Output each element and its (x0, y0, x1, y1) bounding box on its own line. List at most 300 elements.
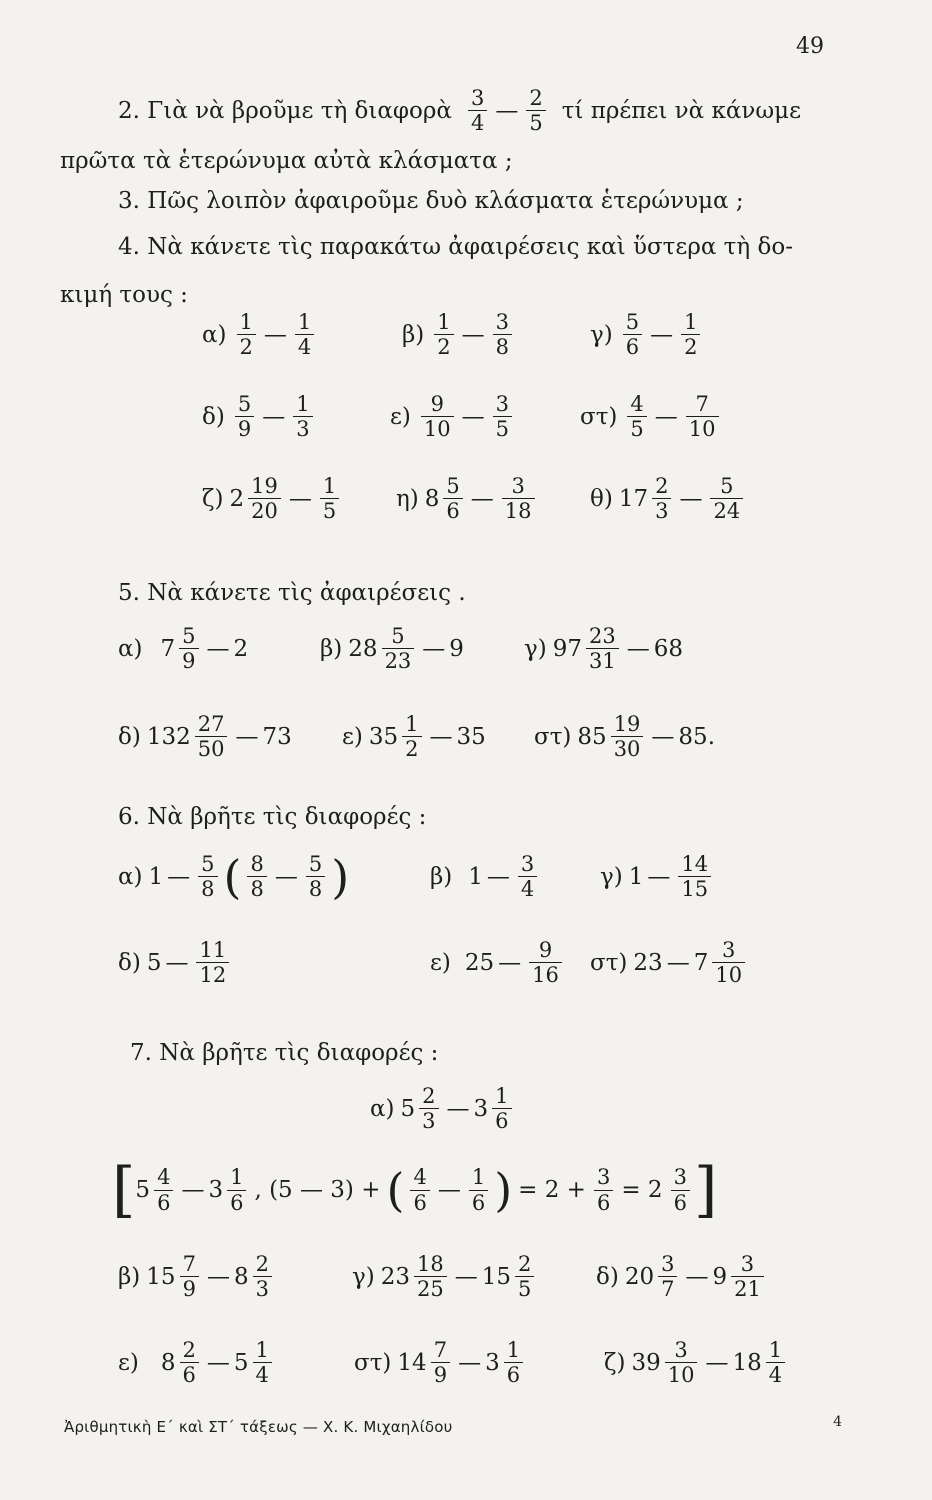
fraction (611, 712, 644, 761)
q5-item-c (524, 624, 683, 673)
item-label: στ) (590, 949, 628, 976)
number: 20 (624, 1263, 655, 1290)
fraction (504, 1338, 523, 1387)
number: 39 (631, 1349, 661, 1376)
q4-item-e (390, 392, 516, 441)
q6-item-d (118, 938, 233, 987)
number: 35 (456, 723, 486, 750)
operator: — (206, 1263, 230, 1290)
numerator: 7 (182, 1252, 196, 1276)
operator: — (461, 321, 485, 348)
close-paren: ) (331, 849, 350, 904)
numerator: 1 (230, 1165, 244, 1190)
denominator: 6 (504, 1362, 523, 1387)
footer-credit: Ἀριθμητικὴ Ε΄ καὶ ΣΤ΄ τάξεως — Χ. Κ. Μιχαηλίδου (64, 1418, 453, 1436)
number: 5 (233, 1349, 249, 1376)
operator: — (679, 485, 703, 512)
q2-line1 (118, 86, 801, 135)
operator: — (206, 635, 230, 662)
page-number: 49 (796, 34, 824, 59)
q7-item-c (352, 1252, 538, 1301)
q6-item-e (430, 938, 566, 987)
number: 18 (732, 1349, 762, 1376)
item-label: γ) (352, 1263, 375, 1290)
minus: — (495, 97, 519, 124)
denominator: 3 (293, 416, 312, 441)
denominator: 10 (686, 416, 719, 441)
fraction (710, 474, 743, 523)
numerator: 2 (255, 1252, 269, 1276)
denominator: 5 (627, 416, 646, 441)
operator: — (446, 1095, 470, 1122)
q2-line2: πρῶτα τὰ ἑτερώνυμα αὐτὰ κλάσματα ; (60, 148, 513, 174)
denominator: 2 (681, 334, 700, 359)
q4-item-b (402, 310, 516, 359)
numerator: 1 (768, 1338, 783, 1362)
numerator: 3 (661, 1252, 675, 1276)
number: 1 (148, 863, 164, 890)
q2-text-after: τί πρέπει νὰ κάνωμε (561, 97, 802, 124)
fraction (665, 1338, 698, 1387)
number: 68 (653, 635, 684, 662)
fraction (179, 624, 198, 673)
denominator: 6 (443, 498, 462, 523)
fraction (594, 1165, 613, 1214)
operator: — (454, 1263, 478, 1290)
item-label: α) (370, 1095, 395, 1122)
fraction (180, 1252, 199, 1301)
q4-item-h (396, 474, 539, 523)
number: 15 (481, 1263, 512, 1290)
item-label: δ) (118, 723, 141, 750)
number: 5 (400, 1095, 416, 1122)
q6-item-b (430, 852, 541, 901)
number: 23 (633, 949, 663, 976)
number: 7 (160, 635, 176, 662)
denominator: 10 (665, 1362, 698, 1387)
operator: — (167, 863, 191, 890)
item-label: γ) (600, 863, 623, 890)
number: 3 (485, 1349, 500, 1376)
fraction (414, 1252, 447, 1301)
number: 132 (146, 723, 191, 750)
fraction (658, 1252, 677, 1301)
number: ) (494, 1163, 513, 1217)
numerator: 1 (239, 310, 253, 334)
numerator: 8 (250, 852, 264, 876)
item-label: α) (202, 321, 227, 348)
numerator: 9 (430, 392, 444, 416)
denominator: 6 (227, 1190, 246, 1215)
denominator: 8 (493, 334, 512, 359)
operator: — (429, 723, 453, 750)
item-label: στ) (580, 403, 618, 430)
denominator: 31 (586, 648, 619, 673)
operator: — (685, 1263, 709, 1290)
number: 9 (449, 635, 464, 662)
q6-title: 6. Νὰ βρῆτε τὶς διαφορές : (118, 804, 427, 830)
numerator: 7 (695, 392, 709, 416)
fraction (196, 938, 229, 987)
q6-item-a (118, 849, 351, 904)
item-label: α) (118, 863, 143, 890)
q2-text: 2. Γιὰ νὰ βροῦμε τὴ διαφορὰ (118, 97, 452, 124)
fraction (526, 86, 545, 135)
numerator: 5 (182, 624, 196, 648)
q7-item-z (604, 1338, 789, 1387)
denominator: 16 (529, 962, 562, 987)
numerator: 2 (182, 1338, 196, 1362)
operator: — (274, 863, 298, 890)
q7-worked-solution (112, 1155, 718, 1225)
number: 2 (229, 485, 245, 512)
operator: — (262, 403, 286, 430)
denominator: 6 (410, 1190, 429, 1215)
numerator: 3 (673, 1165, 687, 1190)
number: 5 (146, 949, 162, 976)
denominator: 9 (180, 1276, 199, 1301)
q5-item-a (118, 624, 248, 673)
item-label: στ) (534, 723, 572, 750)
fraction (320, 474, 339, 523)
numerator: 9 (538, 938, 553, 962)
q4-item-d (202, 392, 317, 441)
operator: — (666, 949, 690, 976)
operator: = 2 (621, 1177, 663, 1203)
denominator: 8 (247, 876, 266, 901)
item-label: β) (320, 635, 343, 662)
denominator: 10 (421, 416, 454, 441)
fraction (678, 852, 711, 901)
denominator: 30 (611, 736, 644, 761)
numerator: 23 (589, 624, 616, 648)
number: ( (386, 1163, 405, 1217)
number: 1 (468, 863, 483, 890)
denominator: 18 (502, 498, 535, 523)
numerator: 7 (433, 1338, 448, 1362)
numerator: 14 (681, 852, 709, 876)
operator: — (206, 1349, 230, 1376)
item-label: β) (402, 321, 425, 348)
numerator: 3 (520, 852, 535, 876)
numerator: 1 (255, 1338, 269, 1362)
numerator: 19 (613, 712, 641, 736)
denominator: 2 (434, 334, 453, 359)
denominator: 50 (195, 736, 228, 761)
numerator: 4 (413, 1165, 427, 1190)
numerator: 1 (296, 392, 310, 416)
q6-item-st (590, 938, 749, 987)
denominator: 6 (594, 1190, 613, 1215)
item-label: ε) (118, 1349, 139, 1376)
fraction (247, 852, 266, 901)
numerator: 5 (308, 852, 323, 876)
numerator: 2 (655, 474, 669, 498)
fraction (681, 310, 700, 359)
fraction (293, 392, 312, 441)
item-label: γ) (590, 321, 613, 348)
open-bracket: [ (112, 1155, 136, 1225)
item-label: ζ) (202, 485, 224, 512)
operator: — (422, 635, 446, 662)
numerator: 1 (437, 310, 451, 334)
operator: — (437, 1177, 461, 1203)
operator: — (647, 863, 671, 890)
fraction (237, 310, 256, 359)
fraction (235, 392, 254, 441)
q4-item-th (590, 474, 747, 523)
operator: — (626, 635, 650, 662)
denominator: 6 (469, 1190, 488, 1215)
fraction (652, 474, 671, 523)
item-label: θ) (590, 485, 613, 512)
denominator: 9 (179, 648, 198, 673)
q7-item-e (118, 1338, 276, 1387)
denominator: 2 (402, 736, 421, 761)
fraction (434, 310, 453, 359)
denominator: 3 (652, 498, 671, 523)
denominator: 25 (414, 1276, 447, 1301)
item-label: ε) (342, 723, 363, 750)
numerator: 1 (297, 310, 312, 334)
fraction (468, 86, 487, 135)
q7-item-st (354, 1338, 527, 1387)
fraction (431, 1338, 450, 1387)
denominator: 6 (180, 1362, 199, 1387)
denominator: 5 (526, 110, 545, 135)
numerator: 1 (506, 1338, 521, 1362)
number: 23 (380, 1263, 411, 1290)
operator: , (5 — 3) + (254, 1177, 381, 1203)
operator: — (458, 1349, 482, 1376)
number: 14 (397, 1349, 427, 1376)
item-label: β) (430, 863, 453, 890)
number: 5 (135, 1177, 151, 1203)
number: 85. (678, 723, 715, 750)
fraction (180, 1338, 199, 1387)
numerator: 27 (197, 712, 225, 736)
number: 17 (618, 485, 649, 512)
q4-item-st (580, 392, 723, 441)
numerator: 3 (495, 392, 509, 416)
fraction (518, 852, 537, 901)
fraction (306, 852, 325, 901)
item-label: δ) (202, 403, 225, 430)
q7-title: 7. Νὰ βρῆτε τὶς διαφορές : (130, 1040, 439, 1066)
q6-item-c (600, 852, 715, 901)
fraction (766, 1338, 785, 1387)
item-label: ζ) (604, 1349, 626, 1376)
denominator: 3 (253, 1276, 272, 1301)
numerator: 19 (251, 474, 278, 498)
fraction (502, 474, 535, 523)
fraction (731, 1252, 764, 1301)
fraction (421, 392, 454, 441)
operator: — (461, 403, 485, 430)
numerator: 5 (201, 852, 215, 876)
numerator: 5 (446, 474, 460, 498)
q5-item-d (118, 712, 292, 761)
denominator: 20 (248, 498, 281, 523)
denominator: 6 (671, 1190, 690, 1215)
signature-mark: 4 (833, 1414, 842, 1430)
numerator: 1 (684, 310, 698, 334)
numerator: 4 (630, 392, 644, 416)
q5-item-st (534, 712, 715, 761)
numerator: 3 (511, 474, 525, 498)
numerator: 3 (596, 1165, 611, 1190)
operator: — (288, 485, 312, 512)
open-paren: ( (223, 849, 242, 904)
numerator: 1 (471, 1165, 486, 1190)
number: 8 (424, 485, 440, 512)
fraction (586, 624, 619, 673)
q7-item-b (118, 1252, 276, 1301)
operator: — (486, 863, 510, 890)
item-label: η) (396, 485, 419, 512)
denominator: 15 (678, 876, 711, 901)
denominator: 6 (623, 334, 642, 359)
denominator: 5 (493, 416, 512, 441)
item-label: ε) (430, 949, 451, 976)
operator: — (654, 403, 678, 430)
fraction (443, 474, 462, 523)
operator: — (263, 321, 287, 348)
fraction (253, 1338, 272, 1387)
fraction (154, 1165, 173, 1214)
numerator: 5 (237, 392, 252, 416)
number: 28 (348, 635, 378, 662)
numerator: 5 (720, 474, 734, 498)
numerator: 1 (405, 712, 419, 736)
fraction (671, 1165, 690, 1214)
denominator: 5 (515, 1276, 534, 1301)
item-label: δ) (596, 1263, 619, 1290)
fraction (382, 624, 415, 673)
numerator: 2 (422, 1084, 436, 1108)
number: 9 (712, 1263, 728, 1290)
number: 85 (577, 723, 607, 750)
fraction (253, 1252, 272, 1301)
item-label: δ) (118, 949, 141, 976)
denominator: 23 (382, 648, 415, 673)
operator: — (165, 949, 189, 976)
number: 3 (208, 1177, 224, 1203)
denominator: 4 (468, 110, 487, 135)
fraction (492, 1084, 511, 1133)
q5-item-e (342, 712, 486, 761)
q4-item-z (202, 474, 343, 523)
denominator: 10 (712, 962, 745, 987)
operator: — (650, 321, 674, 348)
operator: — (651, 723, 675, 750)
fraction (627, 392, 646, 441)
number: 25 (464, 949, 495, 976)
operator: — (235, 723, 259, 750)
denominator: 9 (431, 1362, 450, 1387)
q5-item-b (320, 624, 464, 673)
denominator: 6 (154, 1190, 173, 1215)
numerator: 11 (199, 938, 227, 962)
fraction (515, 1252, 534, 1301)
q3-text: 3. Πῶς λοιπὸν ἀφαιροῦμε δυὸ κλάσματα ἑτερώνυμα ; (118, 188, 744, 214)
numerator: 3 (722, 938, 736, 962)
q7-item-a (370, 1084, 516, 1133)
item-label: ε) (390, 403, 411, 430)
fraction (295, 310, 314, 359)
number: 15 (146, 1263, 176, 1290)
denominator: 24 (710, 498, 743, 523)
operator: — (470, 485, 494, 512)
number: 8 (160, 1349, 176, 1376)
numerator: 3 (740, 1252, 755, 1276)
number: 97 (552, 635, 583, 662)
denominator: 12 (196, 962, 229, 987)
number: 35 (368, 723, 399, 750)
denominator: 8 (306, 876, 325, 901)
fraction (402, 712, 421, 761)
number: 1 (628, 863, 644, 890)
fraction (469, 1165, 488, 1214)
q7-item-d (596, 1252, 768, 1301)
denominator: 7 (658, 1276, 677, 1301)
denominator: 8 (198, 876, 217, 901)
number: 7 (693, 949, 709, 976)
denominator: 4 (518, 876, 537, 901)
numerator: 1 (322, 474, 337, 498)
numerator: 4 (157, 1165, 171, 1190)
denominator: 9 (235, 416, 254, 441)
denominator: 3 (419, 1108, 438, 1133)
fraction (623, 310, 642, 359)
numerator: 2 (529, 86, 543, 110)
numerator: 2 (518, 1252, 532, 1276)
fraction (493, 310, 512, 359)
q4-item-a (202, 310, 318, 359)
q4-item-c (590, 310, 704, 359)
item-label: α) (118, 635, 143, 662)
q5-title: 5. Νὰ κάνετε τὶς ἀφαιρέσεις . (118, 580, 466, 606)
operator: — (705, 1349, 729, 1376)
numerator: 3 (495, 310, 510, 334)
fraction (529, 938, 562, 987)
fraction (686, 392, 719, 441)
item-label: στ) (354, 1349, 392, 1376)
operator: — (181, 1177, 205, 1203)
numerator: 5 (625, 310, 640, 334)
fraction (195, 712, 228, 761)
number: 73 (262, 723, 292, 750)
number: 2 (233, 635, 249, 662)
number: 3 (473, 1095, 489, 1122)
operator: = 2 + (518, 1177, 586, 1203)
numerator: 5 (391, 624, 405, 648)
fraction (419, 1084, 438, 1133)
denominator: 4 (253, 1362, 272, 1387)
numerator: 18 (417, 1252, 444, 1276)
numerator: 1 (495, 1084, 509, 1108)
fraction (410, 1165, 429, 1214)
denominator: 21 (731, 1276, 764, 1301)
q4-line2: κιμή τους : (60, 282, 188, 308)
denominator: 6 (492, 1108, 511, 1133)
fraction (493, 392, 512, 441)
item-label: β) (118, 1263, 141, 1290)
close-bracket: ] (693, 1155, 718, 1225)
denominator: 4 (766, 1362, 785, 1387)
fraction (198, 852, 217, 901)
operator: — (498, 949, 522, 976)
